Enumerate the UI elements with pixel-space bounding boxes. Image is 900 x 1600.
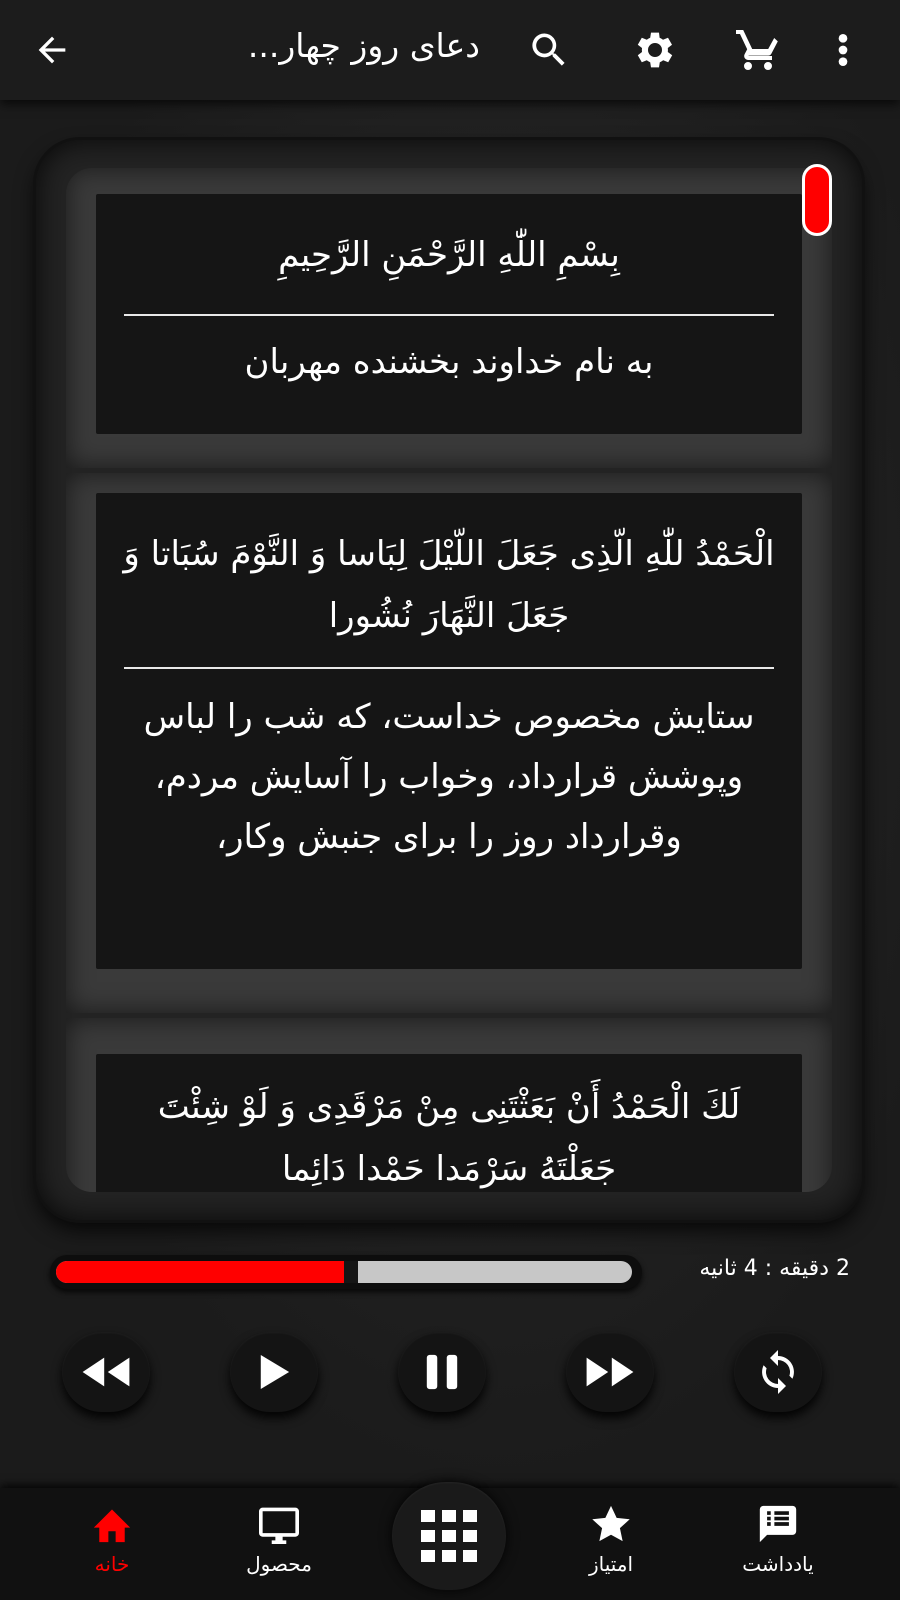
apps-grid-icon [419,1508,479,1564]
app-bar [0,0,900,100]
fast-forward-button[interactable] [566,1332,654,1412]
play-icon [257,1353,291,1391]
cart-icon[interactable] [730,22,786,78]
page-title: دعای روز چهار... [247,26,480,65]
verse-translation-text: ستایش مخصوص خداست، كه شب را لباس وپوشش قرارداد، وخواب را آسايش مردم، وقرارداد روز را برای جنبش وكار، [143,697,755,857]
divider [124,314,774,316]
play-button[interactable] [230,1332,318,1412]
nav-label: امتیاز [588,1552,634,1576]
repeat-icon [754,1348,802,1396]
fast-forward-icon [583,1354,637,1390]
pause-button[interactable] [398,1332,486,1412]
nav-label: خانه [94,1552,130,1576]
rewind-icon [79,1354,133,1390]
progress-track [56,1261,632,1283]
nav-label: یادداشت [742,1552,814,1576]
pause-icon [423,1352,461,1392]
prayer-verse-card [66,168,832,468]
nav-item-home[interactable] [47,1504,177,1576]
nav-item-product[interactable] [214,1504,344,1576]
content-area [0,100,900,1490]
nav-item-notes[interactable] [713,1504,843,1576]
repeat-button[interactable] [734,1332,822,1412]
monitor-icon [257,1504,301,1544]
home-icon [90,1504,134,1544]
arrow-back-icon[interactable] [24,22,80,78]
prayer-scroll-list[interactable] [66,168,832,1192]
scrollbar-thumb[interactable] [802,164,832,236]
divider [124,667,774,669]
progress-fill [56,1261,358,1283]
prayer-verse-card [66,1018,832,1192]
prayer-text-frame [36,140,862,1220]
nav-label: محصول [246,1552,312,1576]
verse-translation-text: به نام خداوند بخشنده مهربان [244,342,654,382]
apps-grid-button[interactable] [392,1482,506,1590]
verse-arabic-text: لَكَ الْحَمْدُ أَنْ بَعَثْتَنِى مِنْ مَرْقَدِى وَ لَوْ شِئْتَ جَعَلْتَهُ سَرْمَدا حَمْدا دَائِما [157,1087,741,1189]
search-icon[interactable] [521,22,577,78]
verse-arabic-text: الْحَمْدُ للّٰهِ الّذِى جَعَلَ اللّيْلَ لِبَاسا وَ النَّوْمَ سُبَاتا وَ جَعَلَ النَّهَارَ نُشُورا [123,534,775,636]
star-icon [589,1504,633,1544]
nav-item-rating[interactable] [546,1504,676,1576]
gear-icon[interactable] [627,22,683,78]
elapsed-time: 2 دقیقه : 4 ثانیه [699,1256,850,1281]
rewind-button[interactable] [62,1332,150,1412]
prayer-verse-card [66,473,832,1013]
bottom-navigation [0,1488,900,1600]
more-vert-icon[interactable] [828,22,858,78]
notes-icon [756,1504,800,1544]
verse-arabic-text: بِسْمِ اللّٰهِ الرَّحْمَنِ الرَّحِيمِ [278,235,620,275]
audio-progress-bar[interactable] [50,1255,642,1289]
